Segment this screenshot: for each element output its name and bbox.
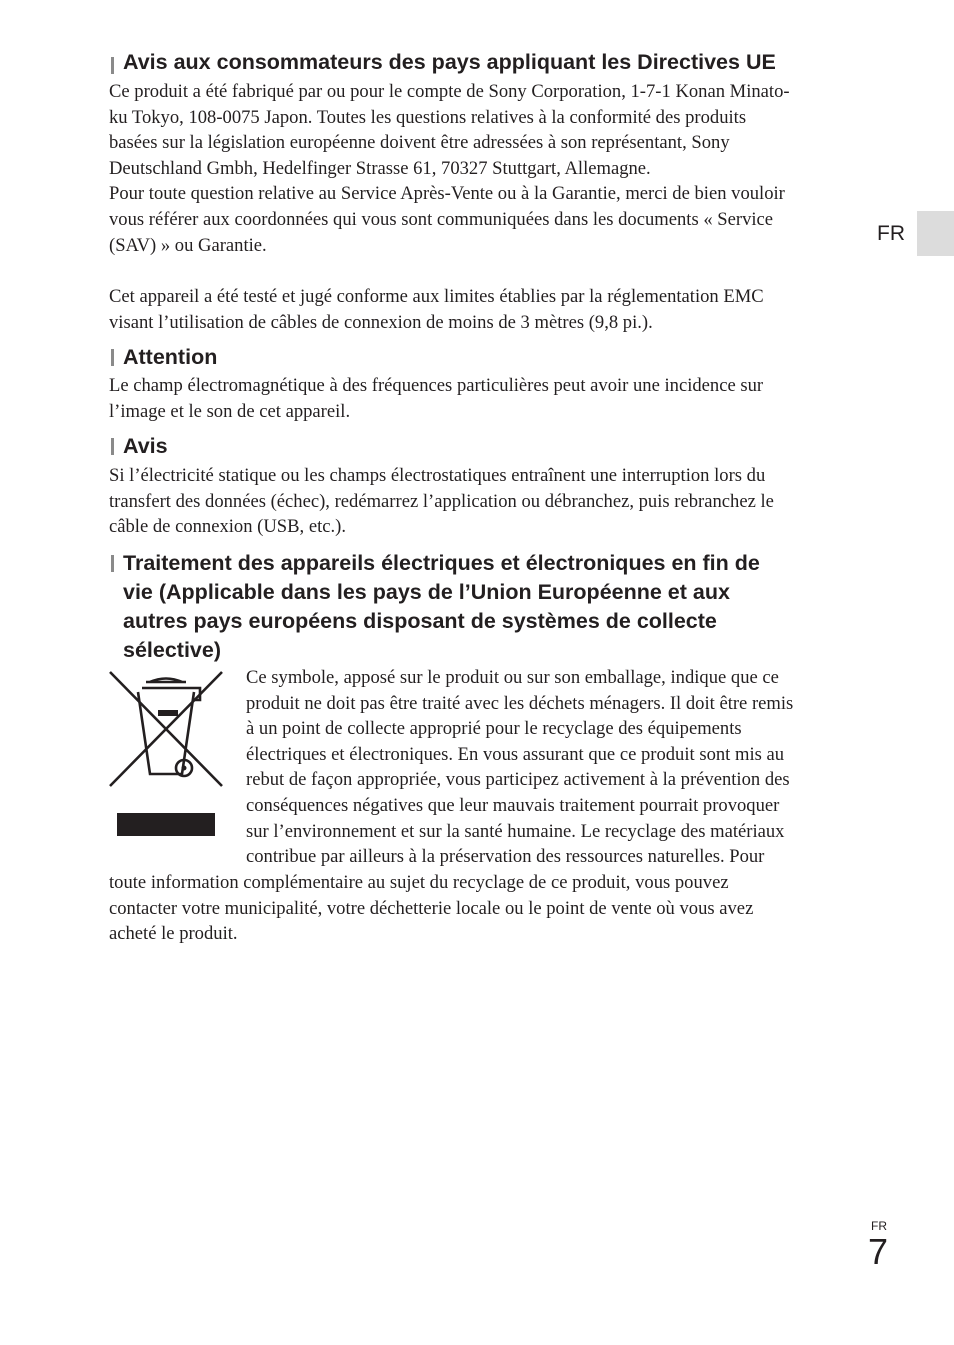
- section-heading-attention: Attention: [123, 345, 218, 369]
- language-tab-label: FR: [877, 222, 905, 245]
- paragraph-weee-full: toute information complémentaire au sujet du recyclage de ce produit, vous pouvez contacter votre municipalité, votre déchetterie locale ou le point de vente où vous avez acheté le produit.: [109, 872, 754, 945]
- page-number: 7: [868, 1231, 889, 1272]
- page-language: FR: [871, 1219, 887, 1233]
- paragraph-emc-conformity: Cet appareil a été testé et jugé conforme aux limites établies par la réglementation EMC visant l’utilisation de câbles de connexion de moins de 3 mètres (9,8 pi.).: [109, 286, 764, 333]
- heading-marker: [111, 438, 114, 455]
- paragraph-avis: Si l’électricité statique ou les champs électrostatiques entraînent une interruption lors du transfert des données (échec), redémarrez l’application ou débranchez, puis rebranchez le câble de connexion (USB, etc.).: [109, 465, 774, 538]
- crossed-out-wheelie-bin-icon: [106, 668, 226, 840]
- paragraph-attention: Le champ électromagnétique à des fréquences particulières peut avoir une incidence sur l’image et le son de cet appareil.: [109, 375, 764, 422]
- heading-marker: [111, 349, 114, 366]
- section-heading-eu-directives: Avis aux consommateurs des pays appliquant les Directives UE: [123, 50, 776, 74]
- paragraph-eu-representative: Ce produit a été fabriqué par ou pour le compte de Sony Corporation, 1-7-1 Konan Minato- ku Tokyo, 108-0075 Japon. Toutes les questions relatives à la conformité des produits basées sur la législation européenne doivent être adressées à son représentant, Sony Deutschland Gmbh, Hedelfinger Strasse 61, 70327 Stuttgart, Allemagne. Pour toute question relative au Service Après-Vente ou à la Garantie, merci de bien vouloir vous référer aux coordonnées qui vous sont communiquées dans les documents « Service (SAV) » ou Garantie.: [109, 81, 790, 256]
- language-side-tab: [917, 211, 954, 256]
- heading-marker: [111, 57, 114, 74]
- section-heading-avis: Avis: [123, 434, 168, 458]
- paragraph-weee-indented: Ce symbole, apposé sur le produit ou sur son emballage, indique que ce produit ne doit pas être traité avec les déchets ménagers. Il doit être remis à un point de collecte approprié pour le recyclage des équipements électriques et électroniques. En vous assurant que ce produit sont mis au rebut de façon appropriée, vous participez activement à la prévention des conséquences négatives que leur mauvais traitement pourrait provoquer sur l’environnement et sur la santé humaine. Le recyclage des matériaux contribue par ailleurs à la préservation des ressources naturelles. Pour: [246, 667, 794, 868]
- section-heading-weee: Traitement des appareils électriques et électroniques en fin de vie (Applicable dans les pays de l’Union Européenne et aux autres pays européens disposant de systèmes de collecte sélective): [123, 551, 760, 662]
- heading-marker: [111, 555, 114, 572]
